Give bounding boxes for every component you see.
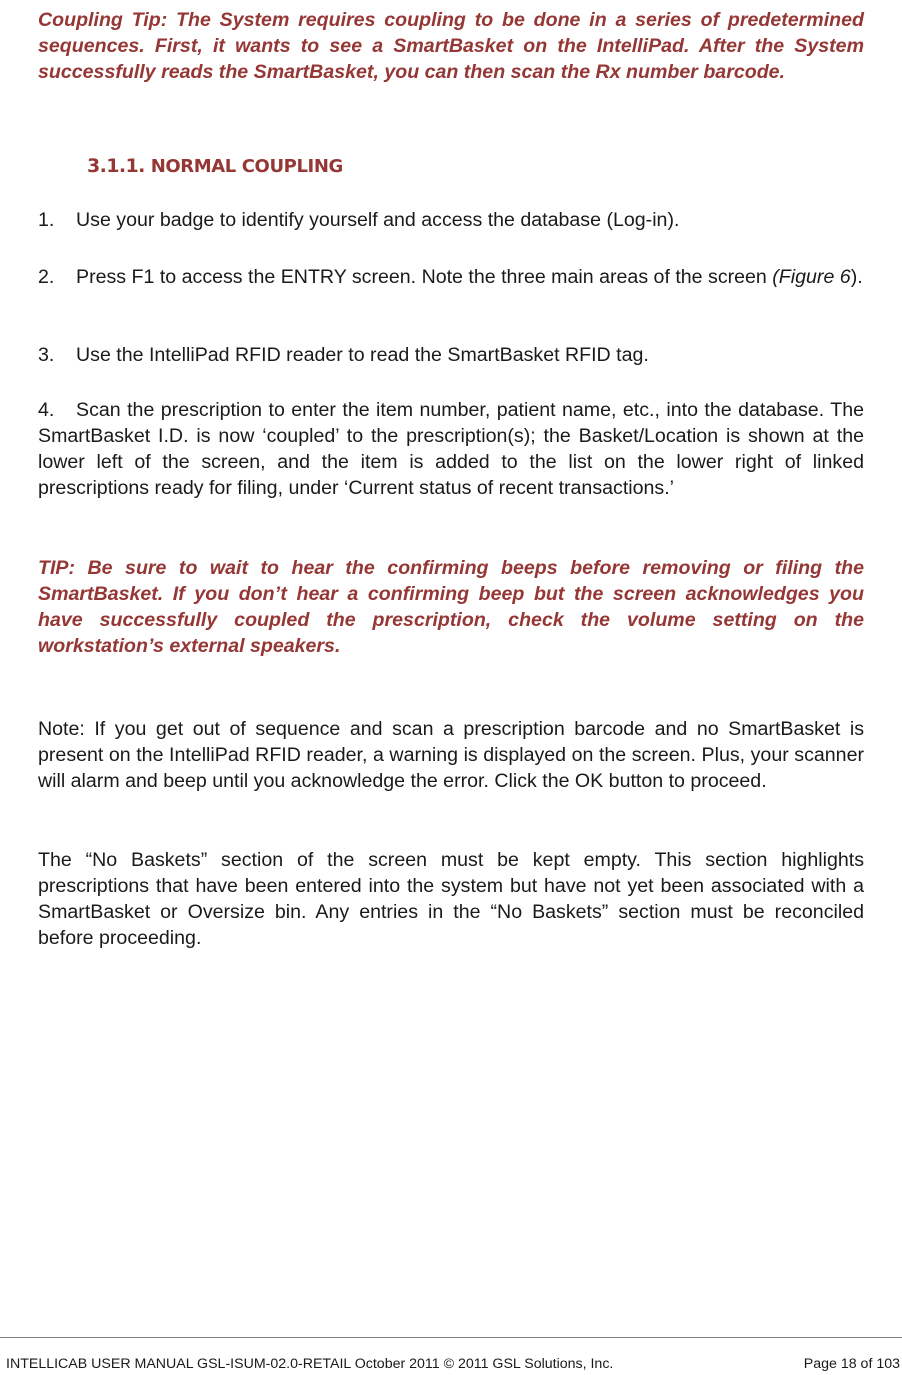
step-text: Use your badge to identify yourself and access the database (Log-in).: [76, 209, 680, 231]
step-2: [38, 264, 864, 290]
sequence-note: Note: If you get out of sequence and scan a prescription barcode and no SmartBasket is present on the IntelliPad RFID reader, a warning is displayed on the screen. Plus, your scanner will alarm and beep until you acknowledge the error. Click the OK button to proceed.: [38, 718, 864, 792]
step-text: Press F1 to access the ENTRY screen. Note the three main areas of the screen: [76, 266, 773, 288]
step-text: Use the IntelliPad RFID reader to read the SmartBasket RFID tag.: [76, 344, 649, 366]
no-baskets-paragraph: The “No Baskets” section of the screen must be kept empty. This section highlights prescriptions that have been entered into the system but have not yet been associated with a SmartBasket or Oversize bin. Any entries in the “No Baskets” section must be reconciled before proceeding.: [38, 849, 864, 949]
footer-divider: [0, 1337, 902, 1338]
step-number: 3.: [38, 344, 55, 366]
step-4: [38, 397, 864, 501]
step-text: Scan the prescription to enter the item number, patient name, etc., into the database. The SmartBasket I.D. is now ‘coupled’ to the prescription(s); the Basket/Location is shown at the lower left of the screen, and the item is added to the list on the lower right of linked prescriptions ready for filing, under ‘Current status of recent transactions.’: [38, 399, 864, 499]
section-title: NORMAL COUPLING: [150, 156, 343, 177]
figure-reference: (Figure 6: [772, 266, 851, 288]
footer-manual-info: INTELLICAB USER MANUAL GSL-ISUM-02.0-RETAIL October 2011 © 2011 GSL Solutions, Inc.: [6, 1356, 614, 1372]
step-number: 4.: [38, 399, 55, 421]
footer-page-number: Page 18 of 103: [803, 1356, 900, 1372]
confirm-beep-tip: TIP: Be sure to wait to hear the confirming beeps before removing or filing the SmartBasket. If you don’t hear a confirming beep but the screen acknowledges you have successfully coupled the prescription, check the volume setting on the workstation’s external speakers.: [38, 557, 864, 657]
section-heading: [87, 153, 343, 180]
step-3: [38, 342, 864, 368]
step-text-end: ).: [850, 266, 863, 288]
step-number: 2.: [38, 266, 55, 288]
section-number: 3.1.1.: [87, 155, 145, 177]
coupling-tip: Coupling Tip: The System requires coupling to be done in a series of predetermined sequences. First, it wants to see a SmartBasket on the IntelliPad. After the System successfully reads the SmartBasket, you can then scan the Rx number barcode.: [38, 9, 864, 83]
step-number: 1.: [38, 209, 55, 231]
step-1: [38, 207, 864, 233]
